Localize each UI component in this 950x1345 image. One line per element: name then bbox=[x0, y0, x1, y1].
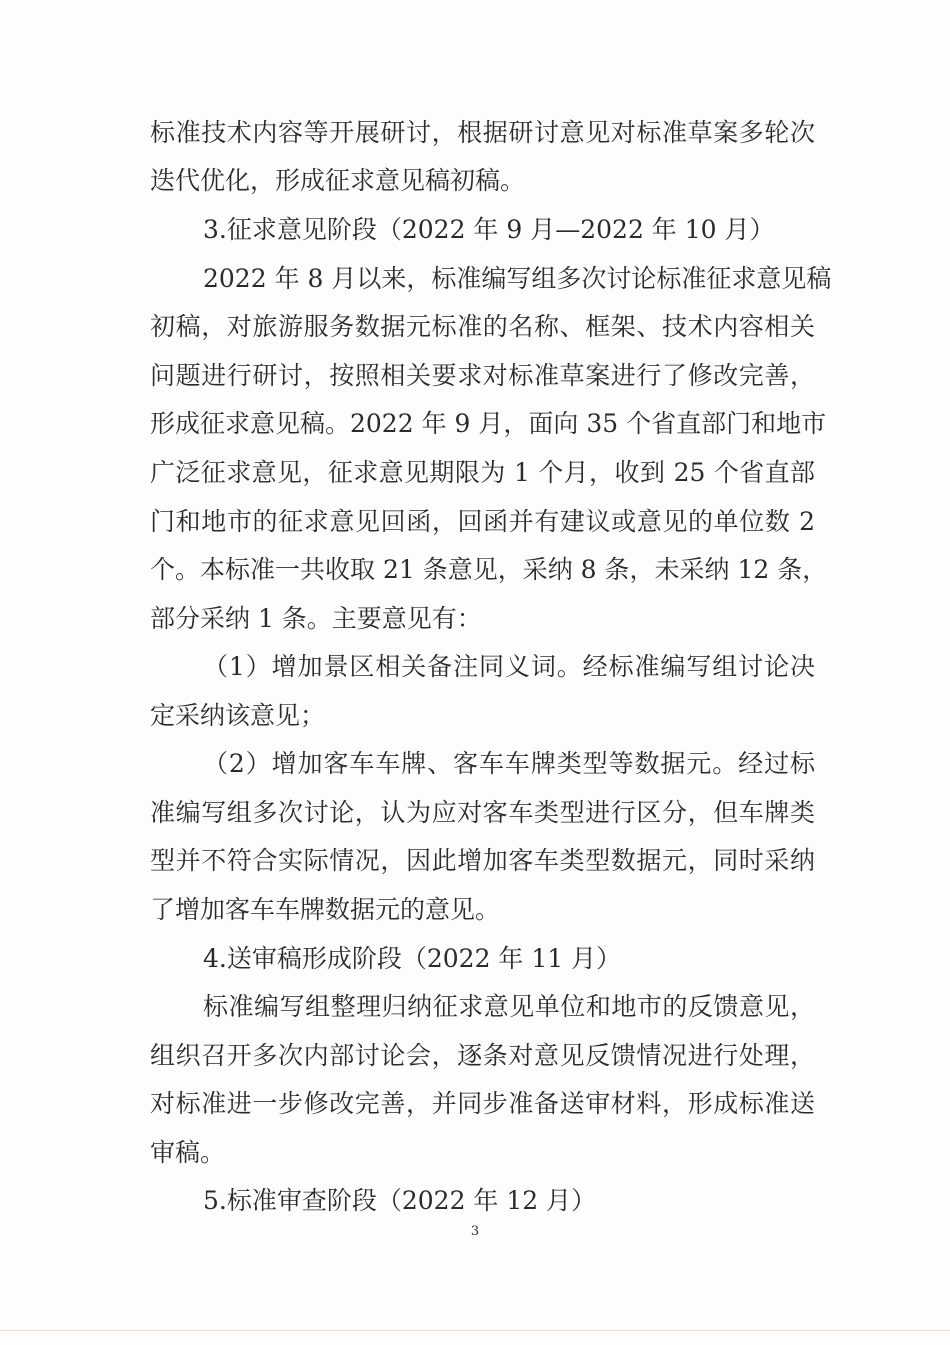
text-line: （2）增加客车车牌、客车车牌类型等数据元。经过标 bbox=[203, 749, 815, 778]
text-line: 定采纳该意见； bbox=[150, 701, 326, 730]
page-number: 3 bbox=[470, 1224, 480, 1239]
page-bottom-edge bbox=[0, 1330, 950, 1331]
text-line: 标准编写组整理归纳征求意见单位和地市的反馈意见， bbox=[203, 992, 815, 1021]
text-line: 组织召开多次内部讨论会，逐条对意见反馈情况进行处理， bbox=[150, 1041, 815, 1070]
text-line: 广泛征求意见，征求意见期限为 1 个月，收到 25 个省直部 bbox=[150, 458, 815, 487]
text-line: 个。本标准一共收取 21 条意见，采纳 8 条，未采纳 12 条， bbox=[150, 555, 828, 584]
text-line: 迭代优化，形成征求意见稿初稿。 bbox=[150, 166, 526, 195]
section-heading: 3.征求意见阶段（2022 年 9 月—2022 年 10 月） bbox=[203, 215, 775, 244]
text-line: 型并不符合实际情况，因此增加客车类型数据元，同时采纳 bbox=[150, 846, 815, 875]
section-heading: 5.标准审查阶段（2022 年 12 月） bbox=[203, 1186, 597, 1215]
section-heading: 4.送审稿形成阶段（2022 年 11 月） bbox=[203, 944, 622, 973]
text-line: 准编写组多次讨论，认为应对客车类型进行区分，但车牌类 bbox=[150, 798, 815, 827]
text-line: 形成征求意见稿。2022 年 9 月，面向 35 个省直部门和地市 bbox=[150, 409, 827, 438]
text-line: 部分采纳 1 条。主要意见有： bbox=[150, 604, 482, 633]
text-line: 审稿。 bbox=[150, 1138, 226, 1167]
text-line: 2022 年 8 月以来，标准编写组多次讨论标准征求意见稿 bbox=[203, 264, 832, 293]
text-line: 门和地市的征求意见回函，回函并有建议或意见的单位数 2 bbox=[150, 507, 815, 536]
text-line: （1）增加景区相关备注同义词。经标准编写组讨论决 bbox=[203, 652, 815, 681]
text-line: 了增加客车车牌数据元的意见。 bbox=[150, 895, 501, 924]
text-line: 问题进行研讨，按照相关要求对标准草案进行了修改完善， bbox=[150, 361, 815, 390]
text-line: 初稿，对旅游服务数据元标准的名称、框架、技术内容相关 bbox=[150, 312, 815, 341]
text-line: 标准技术内容等开展研讨，根据研讨意见对标准草案多轮次 bbox=[150, 118, 815, 147]
text-line: 对标准进一步修改完善，并同步准备送审材料，形成标准送 bbox=[150, 1089, 815, 1118]
